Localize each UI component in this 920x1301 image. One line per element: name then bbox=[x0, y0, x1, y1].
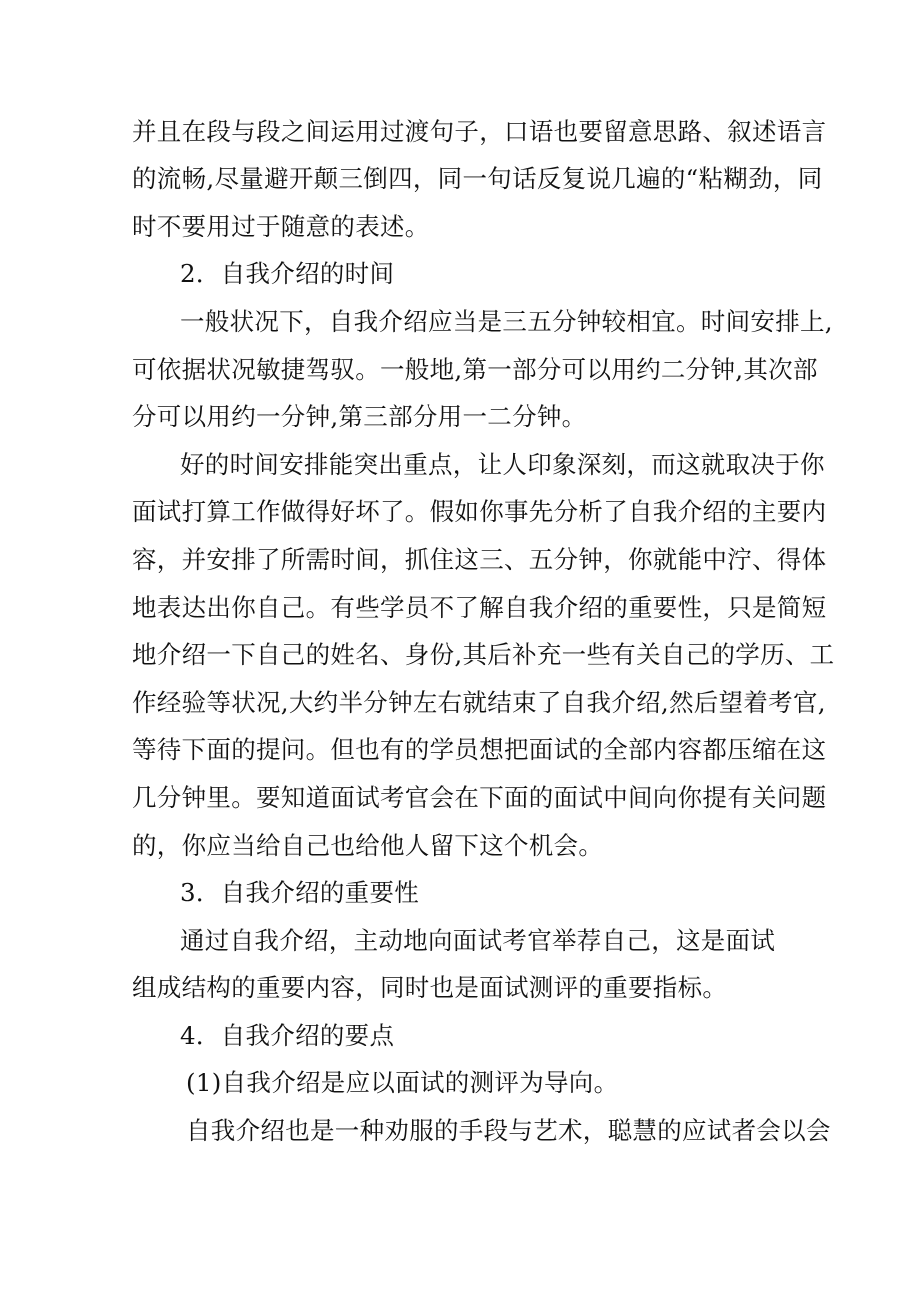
paragraph-line: 分可以用约一分钟,第三部分用一二分钟。 bbox=[132, 402, 587, 431]
paragraph-line: 面试打算工作做得好坏了。假如你事先分析了自我介绍的主要内 bbox=[132, 497, 827, 526]
paragraph-line: 组成结构的重要内容，同时也是面试测评的重要指标。 bbox=[132, 973, 728, 1002]
paragraph-line: 容，并安排了所需时间，抓住这三、五分钟，你就能中泞、得体 bbox=[132, 545, 827, 574]
paragraph-line: 等待下面的提问。但也有的学员想把面试的全部内容都压缩在这 bbox=[132, 735, 827, 764]
section-heading: 2．自我介绍的时间 bbox=[180, 259, 395, 288]
paragraph-line: 几分钟里。要知道面试考官会在下面的面试中间向你提有关问题 bbox=[132, 783, 827, 812]
section-heading: 4．自我介绍的要点 bbox=[180, 1021, 395, 1050]
paragraph-line: 通过自我介绍，主动地向面试考官举荐自己，这是面试 bbox=[180, 926, 776, 955]
paragraph-line: 一般状况下，自我介绍应当是三五分钟较相宜。时间安排上, bbox=[180, 307, 833, 336]
paragraph-line: 地介绍一下自己的姓名、身份,其后补充一些有关自己的学历、工 bbox=[132, 640, 835, 669]
paragraph-line: 自我介绍也是一种劝服的手段与艺术，聪慧的应试者会以会 bbox=[186, 1116, 831, 1145]
paragraph-line: 好的时间安排能突出重点，让人印象深刻，而这就取决于你 bbox=[180, 450, 825, 479]
subsection-heading: (1)自我介绍是应以面试的测评为导向。 bbox=[186, 1068, 619, 1097]
paragraph-line: 的流畅,尽量避开颠三倒四，同一句话反复说几遍的“粘糊劲，同 bbox=[132, 164, 823, 193]
paragraph-line: 可依据状况敏捷驾驭。一般地,第一部分可以用约二分钟,其次部 bbox=[132, 355, 818, 384]
paragraph-line: 时不要用过于随意的表述。 bbox=[132, 212, 430, 241]
paragraph-line: 的，你应当给自己也给他人留下这个机会。 bbox=[132, 831, 604, 860]
paragraph-line: 地表达出你自己。有些学员不了解自我介绍的重要性，只是简短 bbox=[132, 593, 827, 622]
section-heading: 3．自我介绍的重要性 bbox=[180, 878, 420, 907]
paragraph-line: 作经验等状况,大约半分钟左右就结束了自我介绍,然后望着考官, bbox=[132, 688, 826, 717]
paragraph-line: 并且在段与段之间运用过渡句子，口语也要留意思路、叙述语言 bbox=[132, 117, 827, 146]
